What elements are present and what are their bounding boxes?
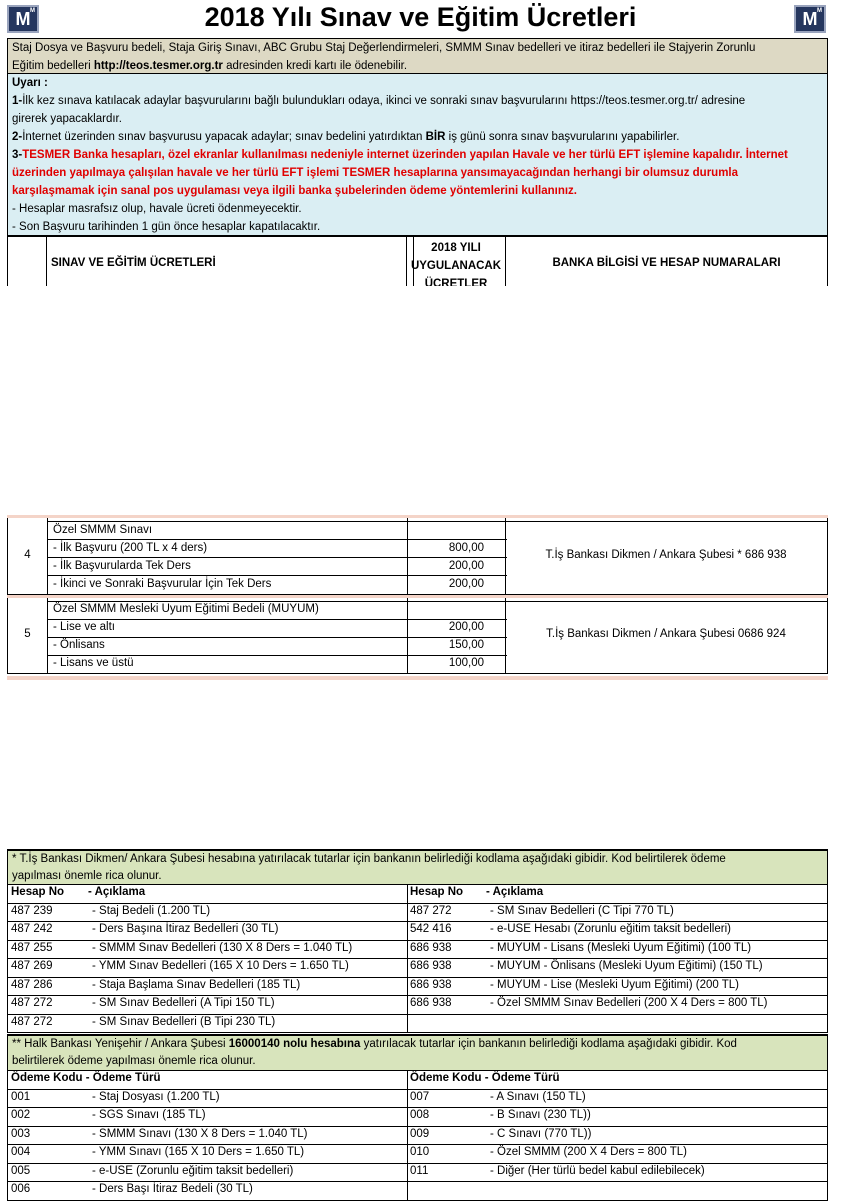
isbank-note-line1: * T.İş Bankası Dikmen/ Ankara Şubesi hesabına yatırılacak tutarlar için bankanın belirlediği kodlama aşağıdaki gibidir. Kod belirtilerek ödeme: [12, 853, 726, 865]
fee-table-header: [7, 236, 828, 286]
fee-item-value: 100,00: [448, 657, 484, 669]
fee-item-value: 200,00: [448, 578, 484, 590]
warning-box: [7, 74, 828, 236]
header-no-cell: [7, 236, 47, 286]
payment-info-box: [7, 38, 828, 74]
warning-item-1: 1-İlk kez sınava katılacak adaylar başvurularını bağlı bulundukları odaya, ikinci ve sonraki sınav başvurularını https://teos.tesmer.org.tr/ adresine: [12, 95, 746, 107]
table-row: 003 - SMMM Sınavı (130 X 8 Ders = 1.040 TL) 009 - C Sınavı (770 TL)): [8, 1126, 827, 1145]
table-row: 004 - YMM Sınavı (165 X 10 Ders = 1.650 TL) 010 - Özel SMMM (200 X 4 Ders = 800 TL): [8, 1144, 827, 1163]
isbank-note-line2: yapılması önemle rica olunur.: [12, 870, 162, 882]
page-title: 2018 Yılı Sınav ve Eğitim Ücretleri: [204, 2, 637, 32]
table-row: 006 - Ders Başı İtiraz Bedeli (30 TL): [8, 1181, 827, 1200]
fee-item-label: - İlk Başvuru (200 TL x 4 ders): [53, 542, 208, 554]
teos-link[interactable]: http://teos.tesmer.org.tr: [93, 60, 223, 72]
header-fees-title: SINAV VE EĞİTİM ÜCRETLERİ: [46, 236, 414, 286]
fee-item-label: - Önlisans: [53, 639, 105, 651]
payment-info-line2: Eğitim bedelleri http://teos.tesmer.org.tr adresinden kredi kartı ile ödenebilir.: [12, 60, 408, 72]
fee-item-label: - Lisans ve üstü: [53, 657, 134, 669]
fee-item-label: - Lise ve altı: [53, 621, 115, 633]
header-bank-info: BANKA BİLGİSİ VE HESAP NUMARALARI: [505, 236, 828, 286]
table-row: 487 242 - Ders Başına İtiraz Bedelleri (30 TL) 542 416 - e-USE Hesabı (Zorunlu eğitim taksit bedelleri): [8, 921, 827, 940]
halkbank-note-line1: ** Halk Bankası Yenişehir / Ankara Şubesi 16000140 nolu hesabına yatırılacak tutarlar için bankanın belirlediği kodlama aşağıdaki gibidir. Kod: [12, 1038, 737, 1050]
bank-account-info: T.İş Bankası Dikmen / Ankara Şubesi 0686 924: [546, 628, 786, 640]
table-row: 487 272 - SM Sınav Bedelleri (B Tipi 230 TL): [8, 1014, 827, 1033]
table-row: 487 272 - SM Sınav Bedelleri (A Tipi 150 TL) 686 938 - Özel SMMM Sınav Bedelleri (200 X 4 Ders = 800 TL): [8, 995, 827, 1014]
tesmer-logo-left: M M: [7, 5, 39, 33]
halkbank-note: [7, 1034, 828, 1071]
warning-item-3-cont: üzerinden yapılmaya çalışılan havale ve her türlü EFT işlemi TESMER hesaplarına yansımayacağından herhangi bir olumsuz durumla: [12, 167, 739, 179]
fee-group-5: [7, 598, 828, 674]
section-divider: [7, 676, 828, 680]
fee-item-label: - İkinci ve Sonraki Başvurular İçin Tek Ders: [53, 578, 272, 590]
fee-group-number: 5: [24, 628, 31, 640]
fee-item-label: Özel SMMM Sınavı: [53, 524, 153, 536]
fee-item-label: Özel SMMM Mesleki Uyum Eğitimi Bedeli (MUYUM): [53, 603, 319, 615]
table-row: 487 269 - YMM Sınav Bedelleri (165 X 10 Ders = 1.650 TL) 686 938 - MUYUM - Önlisans (Mesleki Uyum Eğitimi) (150 TL): [8, 958, 827, 977]
isbank-note: [7, 849, 828, 885]
payment-info-line1: Staj Dosya ve Başvuru bedeli, Staja Giriş Sınavı, ABC Grubu Staj Değerlendirmeleri, SMMM Sınav bedelleri ve itiraz bedelleri ile Stajyerin Zorunlu: [12, 42, 756, 54]
table-row: 487 239 - Staj Bedeli (1.200 TL) 487 272 - SM Sınav Bedelleri (C Tipi 770 TL): [8, 903, 827, 922]
halkbank-code-table: [7, 1070, 828, 1201]
warning-item-3-end: karşılaşmamak için sanal pos uygulaması veya ilgili banka şubelerinden ödeme yöntemlerini kullanınız.: [12, 185, 577, 197]
fee-group-number: 4: [24, 549, 31, 561]
fee-item-value: 200,00: [448, 560, 484, 572]
fee-item-value: 150,00: [448, 639, 484, 651]
warning-note-2: - Son Başvuru tarihinden 1 gün önce hesaplar kapatılacaktır.: [12, 221, 321, 233]
bank-account-info: T.İş Bankası Dikmen / Ankara Şubesi * 686 938: [545, 549, 787, 561]
fee-item-label: - İlk Başvurularda Tek Ders: [53, 560, 191, 572]
table-row: 005 - e-USE (Zorunlu eğitim taksit bedelleri) 011 - Diğer (Her türlü bedel kabul edilebilecek): [8, 1163, 827, 1182]
table-row: 487 286 - Staja Başlama Sınav Bedelleri (185 TL) 686 938 - MUYUM - Lise (Mesleki Uyum Eğitimi) (200 TL): [8, 977, 827, 996]
warning-note-1: - Hesaplar masrafsız olup, havale ücreti ödenmeyecektir.: [12, 203, 302, 215]
isbank-code-header: Hesap No - Açıklama Hesap No - Açıklama: [8, 884, 827, 903]
table-row: 487 255 - SMMM Sınav Bedelleri (130 X 8 Ders = 1.040 TL) 686 938 - MUYUM - Lisans (Mesleki Uyum Eğitimi) (100 TL): [8, 940, 827, 959]
halkbank-code-header: Ödeme Kodu - Ödeme Türü Ödeme Kodu - Ödeme Türü: [8, 1070, 827, 1089]
isbank-code-table: [7, 884, 828, 1033]
warning-item-2: 2-İnternet üzerinden sınav başvurusu yapacak adaylar; sınav bedelini yatırdıktan BİR iş günü sonra sınav başvurularını yapabilirler.: [12, 131, 680, 143]
warning-item-3: 3-TESMER Banka hesapları, özel ekranlar kullanılması nedeniyle internet üzerinden yapılan Havale ve her türlü EFT işlemine kapalıdır. İnternet: [12, 149, 788, 161]
table-row: 001 - Staj Dosyası (1.200 TL) 007 - A Sınavı (150 TL): [8, 1089, 827, 1108]
fee-group-4: [7, 518, 828, 595]
halkbank-note-line2: belirtilerek ödeme yapılması önemle rica olunur.: [12, 1055, 256, 1067]
header-2018-fees: 2018 YILI UYGULANACAK ÜCRETLER: [406, 236, 506, 286]
fee-item-value: 200,00: [448, 621, 484, 633]
warning-item-1-cont: girerek yapacaklardır.: [12, 113, 122, 125]
tesmer-logo-right: M M: [794, 5, 826, 33]
fee-item-value: 800,00: [448, 542, 484, 554]
warning-heading: Uyarı :: [12, 77, 48, 89]
table-row: 002 - SGS Sınavı (185 TL) 008 - B Sınavı (230 TL)): [8, 1107, 827, 1126]
